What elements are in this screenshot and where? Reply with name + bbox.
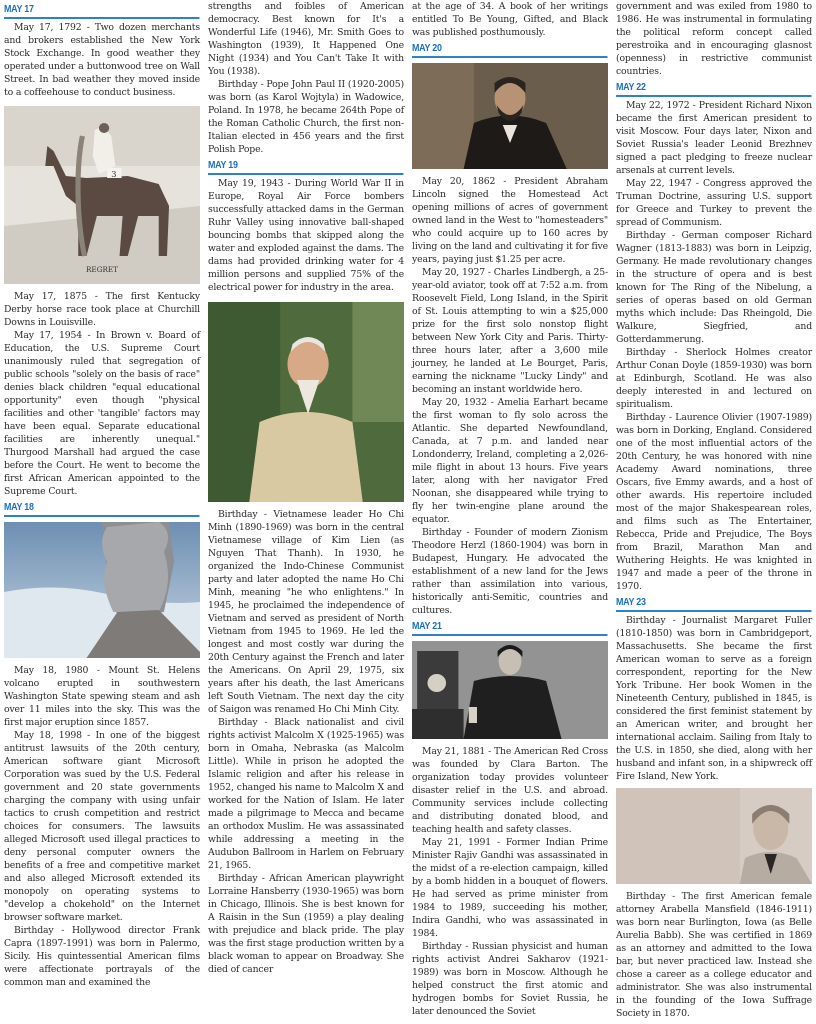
entry-paragraph: Birthday - Vietnamese leader Ho Chi Minh (1890-1969) was born in the central Vietnamese village of Kim Lien (as Nguyen That Thanh). In 1930, he organized the Indo-Chinese Communist party and later adopted the name Ho Chi Minh, meaning "he who enlightens." In 1945, he proclaimed the independence of Vietnam and served as president of North Vietnam from 1945 to 1969. He led the longest and most costly war during the 20th Century against the French and later the Americans. On April 29, 1975, six years after his death, the last Americans left South Vietnam. The next day the city of Saigon was renamed Ho Chi Minh City. <box>208 509 404 715</box>
abraham-lincoln-photo <box>412 63 608 169</box>
entry-paragraph: May 18, 1980 - Mount St. Helens volcano erupted in southwestern Washington State spewing steam and ash over 11 miles into the sky. This was the first major eruption since 1857. <box>4 665 200 728</box>
section-header-may-21: MAY 21 <box>412 620 608 636</box>
entry-paragraph: Birthday - Pope John Paul II (1920-2005) was born (as Karol Wojtyla) in Wadowice, Poland. In 1978, he became 264th Pope of the Roman Catholic Church, the first non-Italian elected in 456 years and the first Polish Pope. <box>208 79 404 155</box>
entry-paragraph: May 21, 1881 - The American Red Cross was founded by Clara Barton. The organization today provides volunteer disaster relief in the U.S. and abroad. Community services include collecting and distributing donated blood, and teaching health and safety classes. <box>412 746 608 835</box>
regret-horse-photo <box>4 106 200 284</box>
entry-paragraph: Birthday - Founder of modern Zionism Theodore Herzl (1860-1904) was born in Budapest, Hungary. He advocated the establishment of a new land for the Jews rather than assimilation into various, historically anti-Semitic, countries and cultures. <box>412 527 608 616</box>
entry-paragraph: May 21, 1991 - Former Indian Prime Minister Rajiv Gandhi was assassinated in the midst of a re-election campaign, killed by a bomb hidden in a bouquet of flowers. He had served as prime minister from 1984 to 1989, succeeding his mother, Indira Gandhi, who was assassinated in 1984. <box>412 837 608 939</box>
entry-paragraph: May 20, 1862 - President Abraham Lincoln signed the Homestead Act opening millions of acres of government owned land in the West to "homesteaders" who could acquire up to 160 acres by living on the land and cultivating it for five years, paying just $1.25 per acre. <box>412 176 608 265</box>
entry-paragraph: Birthday - The first American female attorney Arabella Mansfield (1846-1911) was born near Burlington, Iowa (as Belle Aurelia Babb). She was certified in 1869 as an attorney and admitted to the Iowa bar, but never practiced law. Instead she chose a career as a college educator and administrator. She was also instrumental in the founding of the Iowa Suffrage Society in 1870. <box>616 891 812 1019</box>
section-header-may-23: MAY 23 <box>616 596 812 612</box>
section-header-may-22: MAY 22 <box>616 81 812 97</box>
entry-paragraph-continued: at the age of 34. A book of her writings entitled To Be Young, Gifted, and Black was published posthumously. <box>412 1 608 38</box>
entry-paragraph: May 17, 1875 - The first Kentucky Derby horse race took place at Churchill Downs in Louisville. <box>4 291 200 328</box>
entry-paragraph: May 22, 1972 - President Richard Nixon became the first American president to visit Moscow. Four days later, Nixon and Soviet Russia's leader Leonid Brezhnev signed a pact pledging to freeze nuclear arsenals at current levels. <box>616 100 812 176</box>
svg-text:3: 3 <box>111 169 117 179</box>
entry-paragraph: May 19, 1943 - During World War II in Europe, Royal Air Force bombers successfully attacked dams in the German Ruhr Valley using innovative ball-shaped bouncing bombs that skipped along the water and exploded against the dams. The dams had provided drinking water for 4 million persons and supplied 75% of the electrical power for industry in the area. <box>208 178 404 293</box>
column-2 <box>208 0 404 976</box>
clara-barton-photo <box>412 641 608 739</box>
section-header-may-18: MAY 18 <box>4 501 200 517</box>
column-1 <box>4 0 200 989</box>
entry-paragraph: Birthday - Russian physicist and human rights activist Andrei Sakharov (1921-1989) was born in Moscow. Although he helped construct the first atomic and hydrogen bombs for Soviet Russia, he later denounced the Soviet <box>412 941 608 1017</box>
entry-paragraph: May 20, 1927 - Charles Lindbergh, a 25-year-old aviator, took off at 7:52 a.m. from Roosevelt Field, Long Island, in the Spirit of St. Louis attempting to win a $25,000 prize for the first solo nonstop flight between New York City and Paris. Thirty-three hours later, after a 3,600 mile journey, he landed at Le Bourget, Paris, earning the nickname "Lucky Lindy" and becoming an instant worldwide hero. <box>412 267 608 395</box>
column-3 <box>412 0 608 1018</box>
entry-paragraph: Birthday - African American playwright Lorraine Hansberry (1930-1965) was born in Chicago, Illinois. She is best known for A Raisin in the Sun (1959) a play dealing with prejudice and black pride. The play was the first stage production written by a black woman to appear on Broadway. She died of cancer <box>208 873 404 975</box>
mount-st-helens-photo <box>4 522 200 658</box>
entry-paragraph-continued: government and was exiled from 1980 to 1986. He was instrumental in formulating the political reform concept called perestroika and in encouraging glasnost (openness) in restrictive communist countries. <box>616 1 812 77</box>
ho-chi-minh-photo <box>208 302 404 502</box>
section-header-may-20: MAY 20 <box>412 42 608 58</box>
section-header-may-19: MAY 19 <box>208 159 404 175</box>
entry-paragraph: May 18, 1998 - In one of the biggest antitrust lawsuits of the 20th century, American software giant Microsoft Corporation was sued by the U.S. Federal government and 20 state governments charging the company with using unfair tactics to crush competition and restrict choices for consumers. The lawsuits alleged Microsoft used illegal practices to deny personal computer owners the benefits of a free and competitive market and also alleged Microsoft extended its monopoly on operating systems to "develop a chokehold" on the Internet browser software market. <box>4 730 200 923</box>
entry-paragraph: Birthday - Journalist Margaret Fuller (1810-1850) was born in Cambridgeport, Massachusetts. She became the first American woman to serve as a foreign correspondent, reporting for the New York Tribune. Her book Women in the Nineteenth Century, published in 1845, is considered the first feminist statement by an American writer, and brought her international acclaim. Sailing from Italy to the U.S. in 1850, she died, along with her husband and infant son, in a shipwreck off Fire Island, New York. <box>616 615 812 782</box>
entry-paragraph: May 17, 1792 - Two dozen merchants and brokers established the New York Stock Exchange. In good weather they operated under a buttonwood tree on Wall Street. In bad weather they moved inside to a coffeehouse to conduct business. <box>4 22 200 98</box>
entry-paragraph: May 17, 1954 - In Brown v. Board of Education, the U.S. Supreme Court unanimously ruled that segregation of public schools "solely on the basis of race" denies black children "equal educational opportunity" even though "physical facilities and other 'tangible' factors may have been equal. Separate educational facilities are inherently unequal." Thurgood Marshall had argued the case before the Court. He went to become the first African American appointed to the Supreme Court. <box>4 330 200 497</box>
entry-paragraph-continued: strengths and foibles of American democracy. Best known for It's a Wonderful Life (1946), Mr. Smith Goes to Washington (1939), It Happened One Night (1934) and You Can't Take It with You (1938). <box>208 1 404 77</box>
column-4 <box>616 0 812 1020</box>
entry-paragraph: Birthday - German composer Richard Wagner (1813-1883) was born in Leipzig, Germany. He made revolutionary changes in the structure of opera and is best known for The Ring of the Nibelung, a series of operas based on old German myths which include: Das Rheingold, Die Walkure, Siegfried, and Gotterdammerung. <box>616 230 812 345</box>
entry-paragraph: Birthday - Black nationalist and civil rights activist Malcolm X (1925-1965) was born in Omaha, Nebraska (as Malcolm Little). While in prison he adopted the Islamic religion and after his release in 1952, changed his name to Malcolm X and worked for the Nation of Islam. He later made a pilgrimage to Mecca and became an orthodox Muslim. He was assassinated while addressing a meeting in the Audubon Ballroom in Harlem on February 21, 1965. <box>208 717 404 871</box>
photo-caption: REGRET <box>85 265 119 274</box>
entry-paragraph: May 20, 1932 - Amelia Earhart became the first woman to fly solo across the Atlantic. She departed Newfoundland, Canada, at 7 p.m. and landed near Londonderry, Ireland, completing a 2,026-mile flight in about 13 hours. Five years later, along with her navigator Fred Noonan, she disappeared while trying to fly her twin-engine plane around the equator. <box>412 397 608 525</box>
arabella-mansfield-photo <box>616 788 812 884</box>
section-header-may-17: MAY 17 <box>4 3 200 19</box>
entry-paragraph: Birthday - Hollywood director Frank Capra (1897-1991) was born in Palermo, Sicily. His quintessential American films were affectionate portrayals of the common man and examined the <box>4 925 200 988</box>
entry-paragraph: Birthday - Sherlock Holmes creator Arthur Conan Doyle (1859-1930) was born at Edinburgh, Scotland. He was also deeply interested in and lectured on spiritualism. <box>616 347 812 410</box>
entry-paragraph: Birthday - Laurence Olivier (1907-1989) was born in Dorking, England. Considered one of the most influential actors of the 20th Century, he was honored with nine Academy Award nominations, three Oscars, five Emmy awards, and a host of other awards. His repertoire included most of the major Shakespearean roles, and films such as The Entertainer, Rebecca, Pride and Prejudice, The Boys from Brazil, Marathon Man and Wuthering Heights. He was knighted in 1947 and made a peer of the throne in 1970. <box>616 412 812 592</box>
entry-paragraph: May 22, 1947 - Congress approved the Truman Doctrine, assuring U.S. support for Greece and Turkey to prevent the spread of Communism. <box>616 178 812 228</box>
